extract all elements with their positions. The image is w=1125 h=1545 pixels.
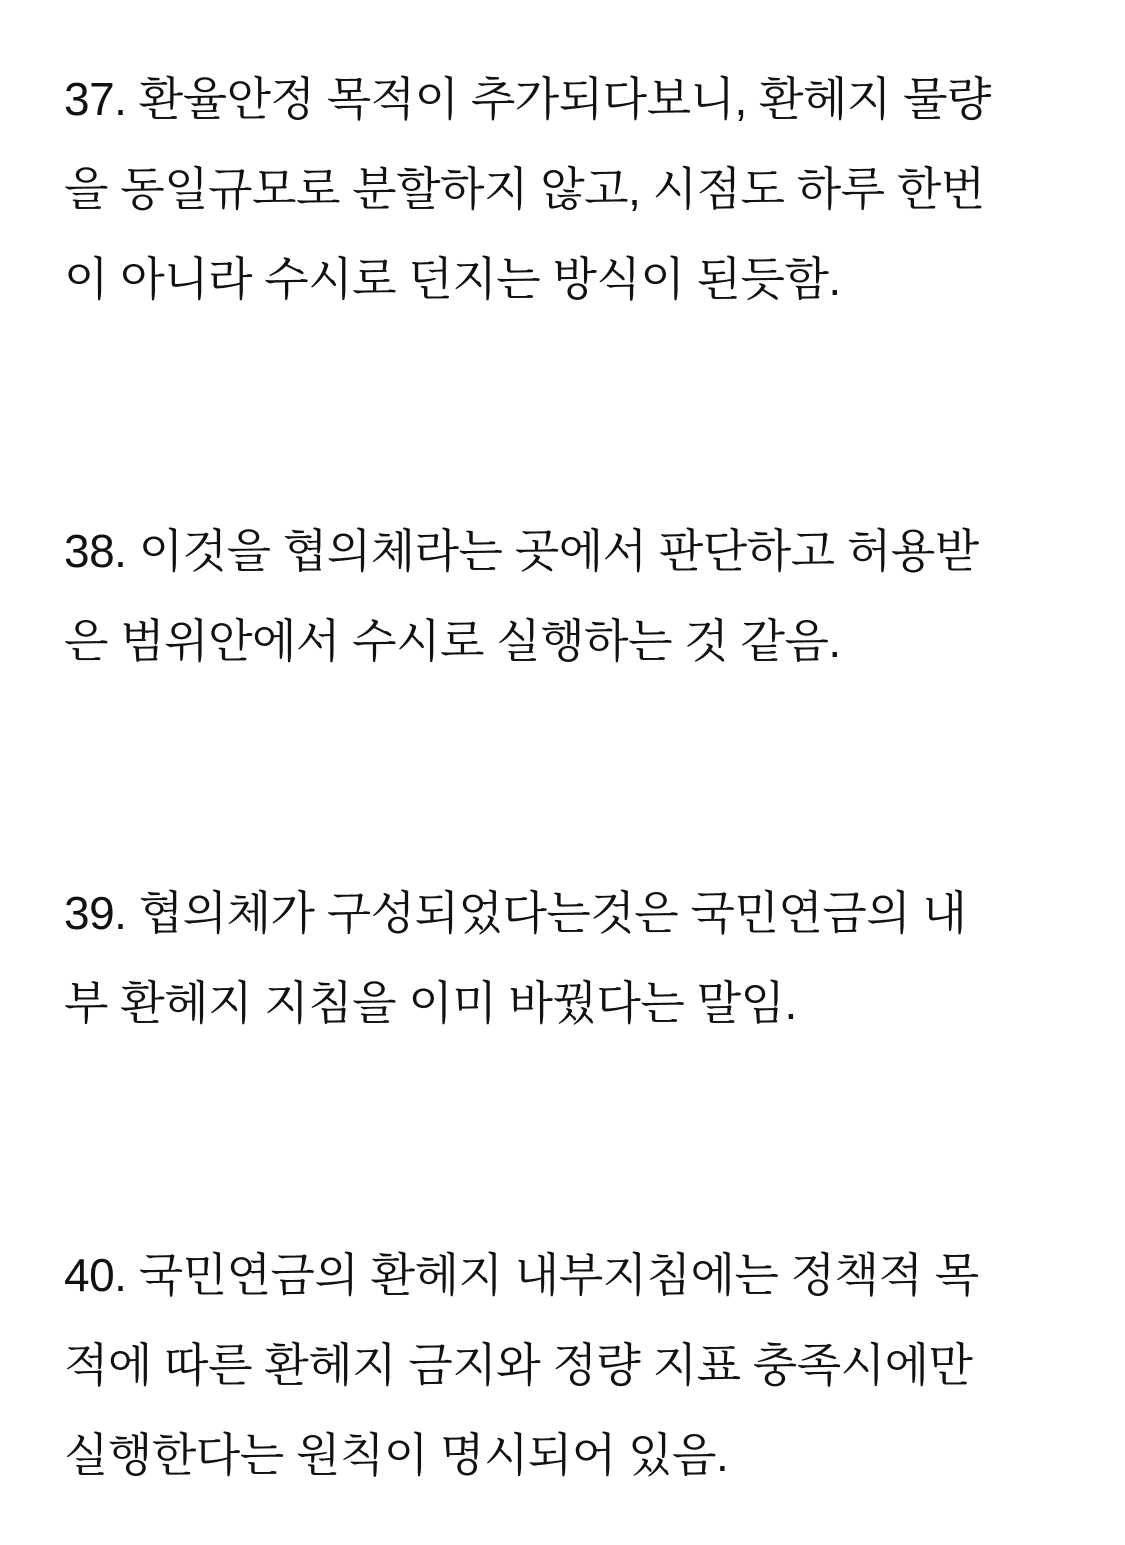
- text-line: 38. 이것을 협의체라는 곳에서 판단하고 허용받: [64, 525, 979, 577]
- text-line: 적에 따른 환헤지 금지와 정량 지표 충족시에만: [64, 1339, 973, 1391]
- text-line: 을 동일규모로 분할하지 않고, 시점도 하루 한번: [64, 163, 985, 215]
- text-line: 이 아니라 수시로 던지는 방식이 된듯함.: [64, 253, 841, 305]
- paragraph-37: [64, 54, 1070, 324]
- text-line: 부 환헤지 지침을 이미 바꿨다는 말임.: [64, 977, 797, 1029]
- text-line: 40. 국민연금의 환헤지 내부지침에는 정책적 목: [64, 1249, 979, 1301]
- paragraph-40: [64, 1230, 1070, 1500]
- paragraph-39: [64, 868, 1070, 1048]
- text-line: 실행한다는 원칙이 명시되어 있음.: [64, 1429, 729, 1481]
- paragraph-38: [64, 506, 1070, 686]
- text-line: 37. 환율안정 목적이 추가되다보니, 환헤지 물량: [64, 73, 991, 125]
- text-line: 은 범위안에서 수시로 실행하는 것 같음.: [64, 615, 841, 667]
- text-line: 39. 협의체가 구성되었다는것은 국민연금의 내: [64, 887, 967, 939]
